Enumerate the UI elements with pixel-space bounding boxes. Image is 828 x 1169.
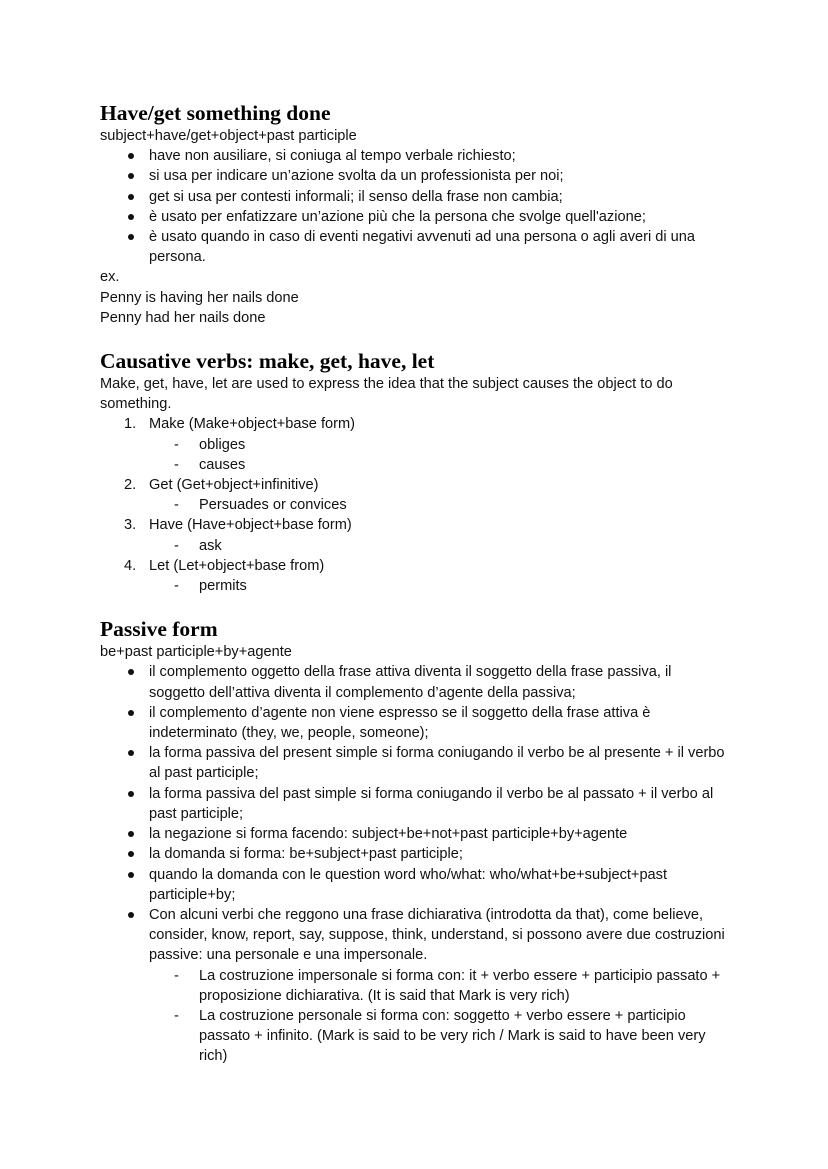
bullet-item: get si usa per contesti informali; il senso della frase non cambia; — [100, 187, 730, 207]
bullet-item: la forma passiva del past simple si forma coniugando il verbo be al passato + il verbo al past participle; — [100, 784, 730, 824]
section-title: Causative verbs: make, get, have, let — [100, 349, 435, 374]
item-label: Make (Make+object+base form) — [149, 416, 356, 433]
intro-text: Make, get, have, let are used to express the idea that the subject causes the object to do something. — [100, 376, 673, 413]
bullet-list — [100, 146, 730, 267]
section-title: Passive form — [100, 617, 218, 642]
bullet-item: have non ausiliare, si coniuga al tempo verbale richiesto; — [100, 146, 730, 166]
dash-item-text: ask — [199, 537, 222, 554]
example-sentence: Penny is having her nails done — [100, 289, 299, 306]
dash-marker: - — [174, 497, 179, 514]
bullet-list — [100, 662, 730, 1066]
dash-item — [149, 1006, 730, 1067]
bullet-item: il complemento oggetto della frase attiva diventa il soggetto della frase passiva, il soggetto dell’attiva diventa il complemento d’agente della passiva; — [100, 662, 730, 702]
dash-item — [100, 435, 730, 455]
dash-list — [149, 966, 730, 1067]
section-causative-verbs — [100, 348, 730, 596]
item-label: Get (Get+object+infinitive) — [149, 477, 319, 494]
dash-marker: - — [174, 436, 179, 453]
dash-item-text: La costruzione impersonale si forma con: it + verbo essere + participio passato + proposizione dichiarativa. (It is said that Mark is very rich) — [199, 967, 721, 1004]
dash-item-text: obliges — [199, 436, 246, 453]
example-label: ex. — [100, 269, 120, 286]
item-label: Have (Have+object+base form) — [149, 517, 352, 534]
dash-list — [100, 435, 730, 475]
dash-item — [100, 576, 730, 596]
bullet-item: la forma passiva del present simple si forma coniugando il verbo be al presente + il verbo al past participle; — [100, 743, 730, 783]
section-have-get-something-done — [100, 100, 730, 328]
section-title: Have/get something done — [100, 101, 331, 125]
bullet-item-with-subitems — [100, 905, 730, 1067]
dash-list — [100, 536, 730, 556]
dash-marker: - — [174, 967, 179, 984]
dash-item — [149, 966, 730, 1006]
document-page — [100, 100, 730, 1087]
dash-item-text: causes — [199, 456, 246, 473]
bullet-item: il complemento d’agente non viene espresso se il soggetto della frase attiva è indeterminato (they, we, people, someone); — [100, 703, 730, 743]
numbered-item-get — [100, 475, 730, 495]
formula: be+past participle+by+agente — [100, 644, 292, 661]
numbered-list — [100, 515, 730, 535]
numbered-list — [100, 414, 730, 434]
bullet-item: quando la domanda con le question word who/what: who/what+be+subject+past participle+by; — [100, 865, 730, 905]
example-sentence: Penny had her nails done — [100, 309, 266, 326]
dash-marker: - — [174, 1007, 179, 1024]
dash-item — [100, 536, 730, 556]
dash-item-text: permits — [199, 578, 247, 595]
numbered-list — [100, 475, 730, 495]
dash-item — [100, 455, 730, 475]
dash-list — [100, 576, 730, 596]
numbered-list — [100, 556, 730, 576]
dash-item-text: La costruzione personale si forma con: soggetto + verbo essere + participio passato + infinito. (Mark is said to be very rich / Mark is said to have been very rich) — [199, 1007, 706, 1065]
dash-marker: - — [174, 456, 179, 473]
item-number: 4. — [124, 557, 137, 574]
dash-item — [100, 495, 730, 515]
numbered-item-have — [100, 515, 730, 535]
numbered-item-make — [100, 414, 730, 434]
dash-marker: - — [174, 578, 179, 595]
dash-item-text: Persuades or convices — [199, 497, 347, 514]
bullet-item: è usato per enfatizzare un’azione più che la persona che svolge quell'azione; — [100, 207, 730, 227]
bullet-item: è usato quando in caso di eventi negativi avvenuti ad una persona o agli averi di una persona. — [100, 227, 730, 267]
numbered-item-let — [100, 556, 730, 576]
bullet-item-text: Con alcuni verbi che reggono una frase dichiarativa (introdotta da that), come believe, consider, know, report, say, suppose, think, understand, si possono avere due costruzioni passive: una personale e una impersonale. — [149, 906, 725, 964]
dash-list — [100, 495, 730, 515]
section-passive-form — [100, 616, 730, 1066]
item-number: 1. — [124, 416, 137, 433]
item-label: Let (Let+object+base from) — [149, 557, 325, 574]
bullet-item: la domanda si forma: be+subject+past participle; — [100, 844, 730, 864]
bullet-item: la negazione si forma facendo: subject+be+not+past participle+by+agente — [100, 824, 730, 844]
dash-marker: - — [174, 537, 179, 554]
bullet-item: si usa per indicare un’azione svolta da un professionista per noi; — [100, 166, 730, 186]
item-number: 3. — [124, 517, 137, 534]
item-number: 2. — [124, 477, 137, 494]
formula: subject+have/get+object+past participle — [100, 128, 357, 144]
